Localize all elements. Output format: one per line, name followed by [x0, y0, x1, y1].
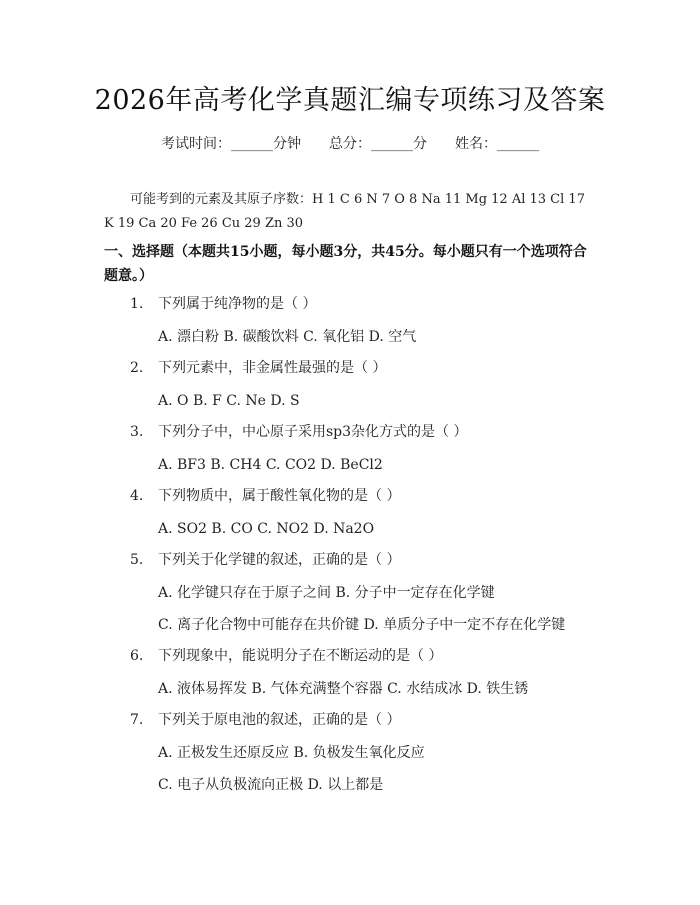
page-title: 2026年高考化学真题汇编专项练习及答案: [94, 85, 606, 116]
question-5-options-line-1: A. 化学键只存在于原子之间 B. 分子中一定存在化学键: [158, 585, 495, 601]
question-text: 下列关于化学键的叙述，正确的是（ ）: [158, 552, 401, 568]
question-number: 6.: [130, 648, 144, 664]
question-number: 4.: [130, 488, 144, 504]
question-3-stem: [130, 422, 468, 442]
question-7-stem: [130, 710, 400, 730]
question-text: 下列物质中，属于酸性氧化物的是（ ）: [158, 488, 401, 504]
total-score-field: 总分：______分: [329, 136, 427, 152]
question-text: 下列分子中，中心原子采用sp3杂化方式的是（ ）: [158, 424, 468, 440]
question-5-options-line-2: C. 离子化合物中可能存在共价键 D. 单质分子中一定不存在化学键: [158, 617, 566, 633]
question-number: 5.: [130, 552, 144, 568]
question-number: 2.: [130, 360, 144, 376]
question-1-stem: [130, 294, 316, 314]
question-1-options: A. 漂白粉 B. 碳酸饮料 C. 氧化铝 D. 空气: [158, 329, 417, 345]
section-heading-multiple-choice: 一、选择题（本题共15小题，每小题3分，共45分。每小题只有一个选项符合题意。）: [104, 244, 587, 284]
question-2-options: A. O B. F C. Ne D. S: [158, 393, 300, 409]
question-7-options-line-2: C. 电子从负极流向正极 D. 以上都是: [158, 777, 384, 793]
question-4-options: A. SO2 B. CO C. NO2 D. Na2O: [158, 521, 375, 537]
question-5-stem: [130, 550, 400, 570]
question-7-options-line-1: A. 正极发生还原反应 B. 负极发生氧化反应: [158, 745, 425, 761]
question-text: 下列元素中，非金属性最强的是（ ）: [158, 360, 387, 376]
question-text: 下列关于原电池的叙述，正确的是（ ）: [158, 712, 401, 728]
question-number: 7.: [130, 712, 144, 728]
question-text: 下列现象中，能说明分子在不断运动的是（ ）: [158, 648, 443, 664]
question-4-stem: [130, 486, 400, 506]
question-6-stem: [130, 646, 442, 666]
question-number: 1.: [130, 296, 144, 312]
exam-info-line: [0, 133, 700, 153]
question-6-options: A. 液体易挥发 B. 气体充满整个容器 C. 水结成冰 D. 铁生锈: [158, 681, 529, 697]
element-atomic-numbers-note: 可能考到的元素及其原子序数：H 1 C 6 N 7 O 8 Na 11 Mg 12 Al 13 Cl 17 K 19 Ca 20 Fe 26 Cu 29 Zn 30: [104, 192, 585, 231]
question-number: 3.: [130, 424, 144, 440]
question-3-options: A. BF3 B. CH4 C. CO2 D. BeCl2: [158, 457, 383, 473]
question-2-stem: [130, 358, 386, 378]
exam-time-field: 考试时间：______分钟: [161, 136, 301, 152]
question-text: 下列属于纯净物的是（ ）: [158, 296, 317, 312]
student-name-field: 姓名：______: [455, 136, 539, 152]
